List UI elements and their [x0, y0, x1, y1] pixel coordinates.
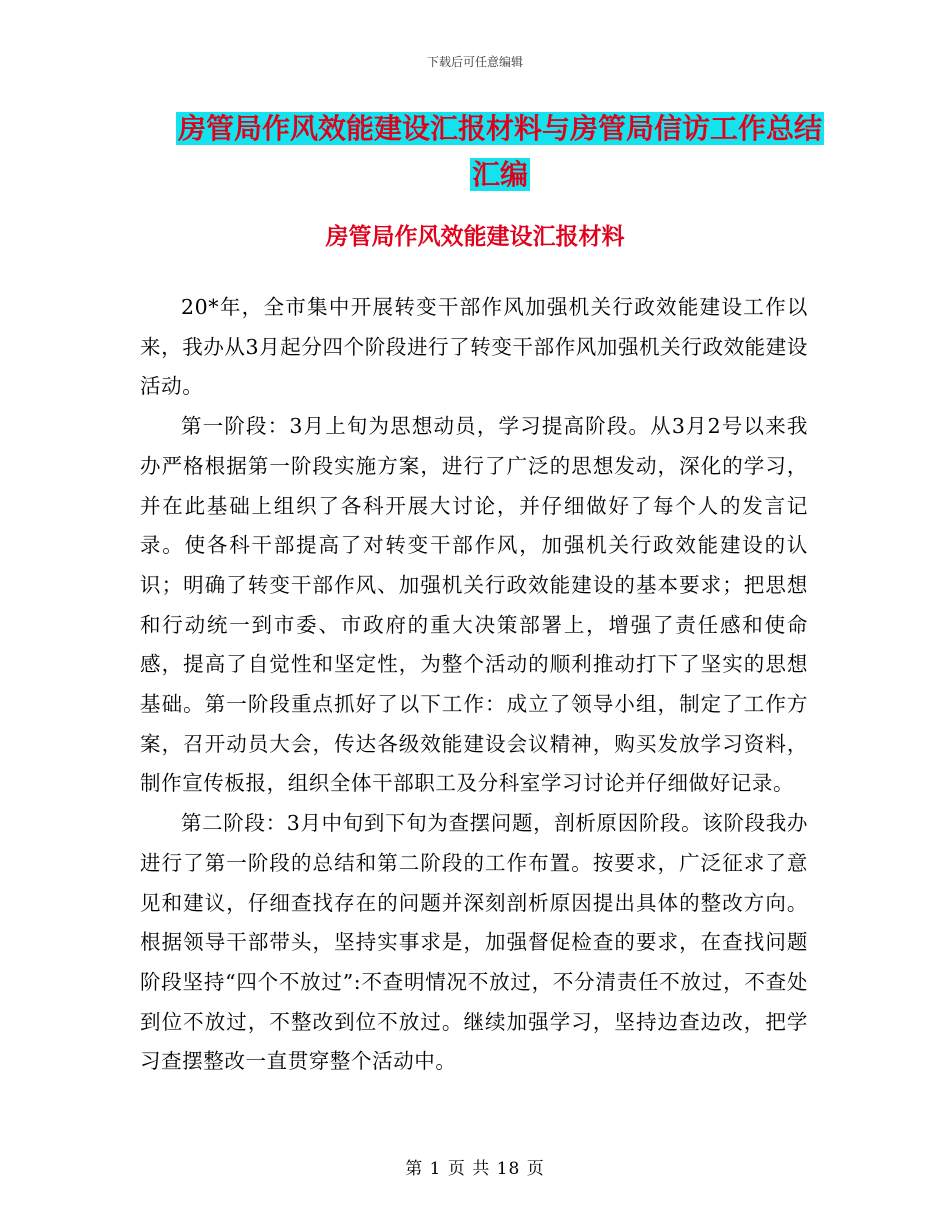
- main-title-line-1: 房管局作风效能建设汇报材料与房管局信访工作总结: [177, 112, 822, 145]
- main-title-line-2: 汇编: [471, 158, 528, 191]
- paragraph: 第一阶段：3月上旬为思想动员，学习提高阶段。从3月2号以来我办严格根据第一阶段实施方案，进行了广泛的思想发动，深化的学习，并在此基础上组织了各科开展大讨论，并仔细做好了每个人的发言记录。使各科干部提高了对转变干部作风，加强机关行政效能建设的认识；明确了转变干部作风、加强机关行政效能建设的基本要求；把思想和行动统一到市委、市政府的重大决策部署上，增强了责任感和使命感，提高了自觉性和坚定性，为整个活动的顺利推动打下了坚实的思想基础。第一阶段重点抓好了以下工作：成立了领导小组，制定了工作方案，召开动员大会，传达各级效能建设会议精神，购买发放学习资料，制作宣传板报，组织全体干部职工及分科室学习讨论并仔细做好记录。: [140, 414, 808, 796]
- main-title: [140, 106, 860, 198]
- section-title: 房管局作风效能建设汇报材料: [325, 224, 625, 250]
- body-text: [140, 288, 808, 1082]
- header-note: 下载后可任意编辑: [426, 55, 523, 69]
- paragraph: 第二阶段：3月中旬到下旬为查摆问题，剖析原因阶段。该阶段我办进行了第一阶段的总结和第二阶段的工作布置。按要求，广泛征求了意见和建议，仔细查找存在的问题并深刻剖析原因提出具体的整改方向。根据领导干部带头，坚持实事求是，加强督促检查的要求，在查找问题阶段坚持“四个不放过”:不查明情况不放过，不分清责任不放过，不查处到位不放过，不整改到位不放过。继续加强学习，坚持边查边改，把学习查摆整改一直贯穿整个活动中。: [140, 811, 808, 1074]
- paragraph: 20*年，全市集中开展转变干部作风加强机关行政效能建设工作以来，我办从3月起分四个阶段进行了转变干部作风加强机关行政效能建设活动。: [140, 295, 808, 399]
- page-number-footer: 第 1 页 共 18 页: [405, 1159, 545, 1179]
